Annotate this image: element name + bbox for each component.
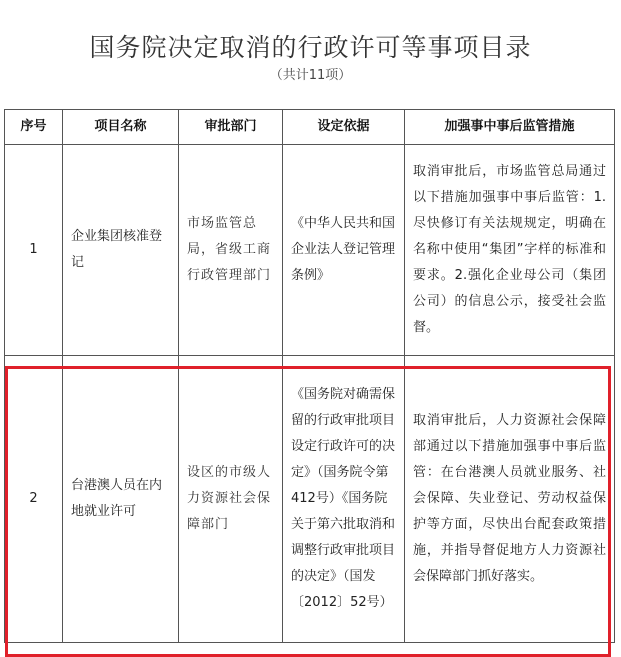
cell-basis: 《中华人民共和国企业法人登记管理条例》 [283, 145, 405, 356]
table-row [5, 145, 615, 356]
header-basis: 设定依据 [283, 110, 405, 145]
cell-dept: 市场监管总局，省级工商行政管理部门 [179, 145, 283, 356]
header-name: 项目名称 [63, 110, 179, 145]
cell-no: 1 [5, 145, 63, 356]
document-subtitle: （共计11项） [269, 68, 352, 83]
cell-dept: 设区的市级人力资源社会保障部门 [179, 356, 283, 643]
header-dept: 审批部门 [179, 110, 283, 145]
header-no: 序号 [5, 110, 63, 145]
table-row [5, 356, 615, 643]
cell-no: 2 [5, 356, 63, 643]
items-table [4, 109, 615, 643]
document-title: 国务院决定取消的行政许可等事项目录 [89, 33, 532, 62]
cell-measure: 取消审批后，市场监管总局通过以下措施加强事中事后监管：1.尽快修订有关法规规定，明确在名称中使用“集团”字样的标准和要求。2.强化企业母公司（集团公司）的信息公示，接受社会监督。 [405, 145, 615, 356]
cell-basis: 《国务院对确需保留的行政审批项目设定行政许可的决定》（国务院令第412号）《国务院关于第六批取消和调整行政审批项目的决定》（国发〔2012〕52号） [283, 356, 405, 643]
cell-name: 台港澳人员在内地就业许可 [63, 356, 179, 643]
cell-measure: 取消审批后，人力资源社会保障部通过以下措施加强事中事后监管：在台港澳人员就业服务、社会保障、失业登记、劳动权益保护等方面，尽快出台配套政策措施，并指导督促地方人力资源社会保障部门抓好落实。 [405, 356, 615, 643]
table-header-row [5, 110, 615, 145]
header-measure: 加强事中事后监管措施 [405, 110, 615, 145]
cell-name: 企业集团核准登记 [63, 145, 179, 356]
